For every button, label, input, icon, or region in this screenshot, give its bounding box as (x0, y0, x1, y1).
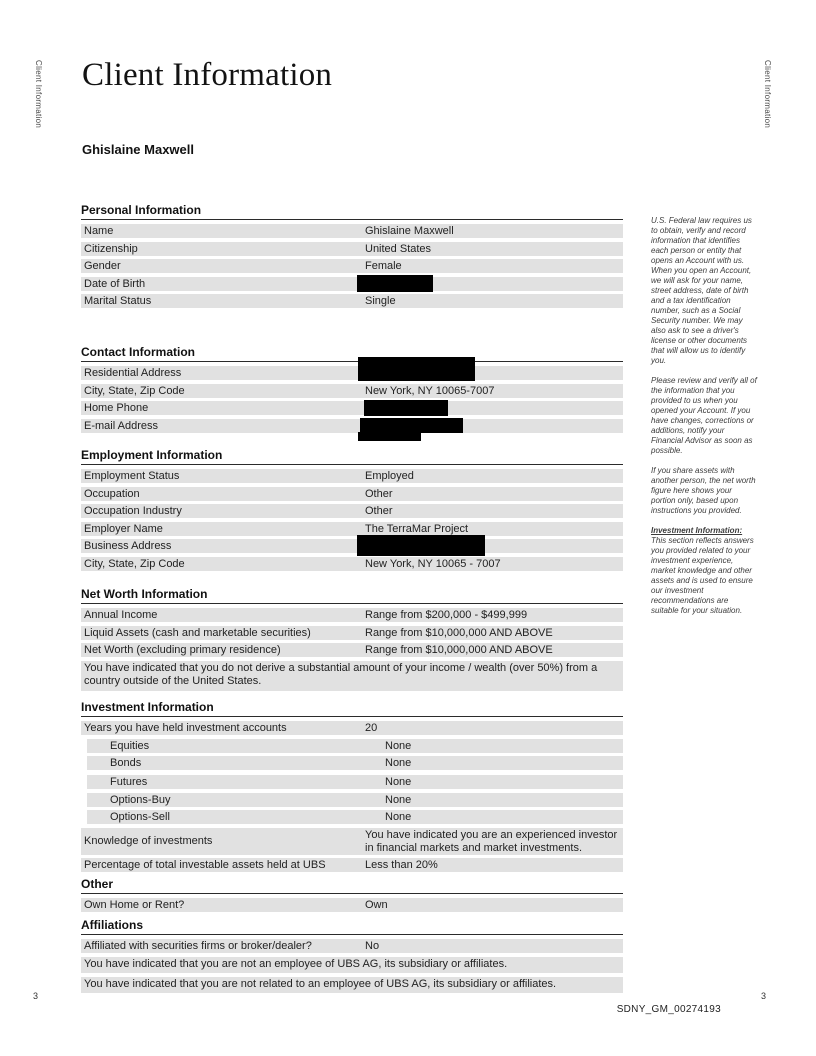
field-label: Citizenship (84, 242, 138, 255)
section-personal-information (81, 204, 623, 312)
section-net-worth-information (81, 588, 623, 694)
field-label: Own Home or Rent? (84, 899, 185, 911)
field-value: Range from $200,000 - $499,999 (365, 609, 528, 621)
table-row (81, 401, 623, 415)
affiliation-note-employee: You have indicated that you are not an employee of UBS AG, its subsidiary or affiliates. (81, 957, 623, 974)
table-row (81, 522, 623, 536)
right-edge-vertical-label: Client Information (763, 60, 772, 129)
field-value: Female (365, 260, 402, 272)
table-row (87, 775, 623, 789)
section-heading: Personal Information (81, 204, 623, 220)
field-value: None (385, 811, 412, 823)
field-label: Marital Status (84, 295, 152, 307)
bates-number: SDNY_GM_00274193 (616, 1004, 721, 1015)
redaction-box (358, 357, 475, 381)
field-label: Equities (110, 739, 150, 752)
sidebar-paragraph-shared-assets: If you share assets with another person, the net worth figure here shows your portion only, based upon instructions you provided. (651, 466, 756, 515)
section-contact-information (81, 346, 623, 436)
field-value: Single (365, 295, 396, 307)
field-value: United States (365, 242, 432, 255)
sidebar-paragraph-investment-info (651, 526, 758, 616)
field-label: Futures (110, 776, 148, 788)
section-investment-information (81, 701, 623, 876)
field-value: Employed (365, 470, 414, 482)
table-row (87, 756, 623, 770)
legal-sidebar (651, 216, 758, 626)
affiliation-note-related: You have indicated that you are not related to an employee of UBS AG, its subsidiary or affiliates. (81, 977, 623, 994)
table-row (81, 259, 623, 273)
table-row (81, 419, 623, 433)
client-name: Ghislaine Maxwell (82, 142, 194, 157)
field-label: Residential Address (84, 367, 182, 379)
section-affiliations (81, 919, 623, 997)
redaction-box (358, 432, 421, 441)
table-row (81, 608, 623, 622)
field-value: You have indicated you are an experienced investor in financial markets and market investments. (365, 828, 618, 854)
redaction-box (357, 535, 485, 556)
field-label: Net Worth (excluding primary residence) (84, 644, 281, 656)
table-row (81, 557, 623, 571)
table-row (81, 487, 623, 501)
section-heading: Investment Information (81, 701, 623, 717)
field-label: Employment Status (84, 470, 180, 482)
field-label: Percentage of total investable assets held at UBS (84, 859, 326, 871)
field-value: Range from $10,000,000 AND ABOVE (365, 626, 553, 639)
sidebar-paragraph-review: Please review and verify all of the information that you provided to us when you opened your Account. If you have changes, corrections or additions, notify your Financial Advisor as soon as possible. (651, 376, 757, 455)
page-number-left: 3 (33, 991, 39, 1001)
table-row (81, 858, 623, 872)
field-label: Occupation (84, 487, 140, 500)
field-value: None (385, 739, 412, 752)
table-row (87, 810, 623, 824)
field-label: Knowledge of investments (84, 835, 213, 847)
field-label: Name (84, 225, 114, 237)
sidebar-heading-investment-information: Investment Information: (651, 526, 743, 535)
field-value: None (385, 776, 412, 788)
field-value: No (365, 940, 380, 952)
section-employment-information (81, 449, 623, 574)
field-value: New York, NY 10065-7007 (365, 384, 495, 397)
table-row (81, 469, 623, 483)
left-edge-vertical-label: Client Information (34, 60, 43, 129)
field-value: Ghislaine Maxwell (365, 225, 454, 237)
field-label: Occupation Industry (84, 505, 182, 517)
table-row (81, 828, 623, 855)
sidebar-investment-body: This section reflects answers you provided related to your investment experience, market knowledge and other assets and is used to ensure our investment recommendations are suitable for your situation. (651, 536, 754, 615)
redaction-box (364, 400, 448, 416)
field-label: Annual Income (84, 609, 158, 621)
field-label: Bonds (110, 757, 142, 769)
field-value: Less than 20% (365, 859, 438, 871)
field-label: Date of Birth (84, 277, 146, 290)
section-other (81, 878, 623, 916)
section-heading: Affiliations (81, 919, 623, 935)
table-row (81, 224, 623, 238)
field-label: City, State, Zip Code (84, 384, 185, 397)
field-label: Options-Buy (110, 793, 171, 806)
table-row (81, 384, 623, 398)
table-row (81, 898, 623, 912)
field-label: Affiliated with securities firms or broker/dealer? (84, 940, 312, 952)
table-row (87, 793, 623, 807)
field-value: Other (365, 487, 393, 500)
page-title: Client Information (82, 57, 333, 93)
section-heading: Net Worth Information (81, 588, 623, 604)
net-worth-disclosure-note: You have indicated that you do not derive a substantial amount of your income / wealth (over 50%) from a country outside of the United States. (81, 661, 623, 691)
field-label: Liquid Assets (cash and marketable securities) (84, 626, 311, 639)
field-value: None (385, 757, 412, 769)
table-row (81, 643, 623, 657)
field-label: Options-Sell (110, 811, 170, 823)
field-value: The TerraMar Project (365, 522, 469, 535)
table-row (81, 721, 623, 735)
table-row (81, 366, 623, 380)
redaction-box (357, 275, 433, 292)
table-row (81, 539, 623, 553)
field-label: Years you have held investment accounts (84, 722, 287, 734)
field-label: Business Address (84, 540, 172, 552)
table-row (81, 939, 623, 953)
field-value: New York, NY 10065 - 7007 (365, 557, 501, 570)
table-row (81, 277, 623, 291)
field-value: Range from $10,000,000 AND ABOVE (365, 644, 553, 656)
section-heading: Employment Information (81, 449, 623, 465)
field-value: Own (365, 899, 388, 911)
field-value: 20 (365, 722, 378, 734)
page-number-right: 3 (761, 991, 767, 1001)
table-row (81, 504, 623, 518)
field-value: None (385, 793, 412, 806)
field-label: Home Phone (84, 402, 149, 414)
redaction-box (360, 418, 463, 433)
sidebar-paragraph-federal-law: U.S. Federal law requires us to obtain, verify and record information that identifies each person or entity that opens an Account with us. When you open an Account, we will ask for your name, street address, date of birth and a tax identification number, such as a Social Security number. We may also ask to see a driver's license or other documents that will allow us to identify you. (651, 216, 752, 365)
section-heading: Contact Information (81, 346, 623, 362)
table-row (81, 242, 623, 256)
section-heading: Other (81, 878, 623, 894)
field-label: Gender (84, 260, 121, 272)
table-row (87, 739, 623, 753)
table-row (81, 626, 623, 640)
field-label: E-mail Address (84, 419, 158, 432)
table-row (81, 294, 623, 308)
field-value: Other (365, 505, 393, 517)
field-label: Employer Name (84, 522, 163, 535)
field-label: City, State, Zip Code (84, 557, 185, 570)
